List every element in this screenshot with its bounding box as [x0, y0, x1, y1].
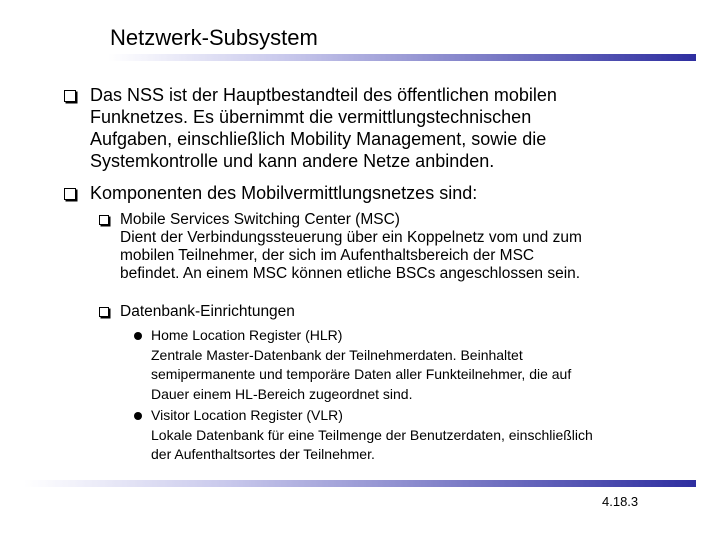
sub-sub-bullet-line: der Aufenthaltsortes der Teilnehmer.: [151, 446, 375, 462]
sub-sub-bullet-vlr: [151, 406, 681, 465]
hollow-square-bullet-icon: [99, 215, 109, 225]
sub-bullet-line: Dient der Verbindungssteuerung über ein Koppelnetz vom und zum: [120, 229, 582, 246]
sub-sub-bullet-line: Lokale Datenbank für eine Teilmenge der Benutzerdaten, einschließlich: [151, 426, 593, 443]
hollow-square-bullet-icon: [99, 307, 109, 317]
bullet-line: Systemkontrolle und kann andere Netze anbinden.: [90, 151, 495, 171]
bullet-nss-description: [90, 84, 690, 172]
hollow-square-bullet-icon: [64, 90, 76, 102]
slide-title: Netzwerk-Subsystem: [110, 25, 318, 50]
sub-sub-bullet-hlr: [151, 326, 681, 404]
sub-sub-bullet-line: Dauer einem HL-Bereich zugeordnet sind.: [151, 385, 413, 402]
round-bullet-icon: [134, 332, 142, 340]
sub-bullet-line: mobilen Teilnehmer, der sich im Aufenthaltsbereich der MSC: [120, 247, 535, 264]
sub-sub-bullet-line: Zentrale Master-Datenbank der Teilnehmerdaten. Beinhaltet: [151, 346, 523, 363]
sub-bullet-line: befindet. An einem MSC können etliche BSCs angeschlossen sein.: [120, 265, 581, 282]
page-number: 4.18.3: [602, 494, 639, 509]
title-underline: [108, 54, 696, 61]
sub-bullet-line: Datenbank-Einrichtungen: [120, 303, 295, 320]
bullet-line: Funknetzes. Es übernimmt die vermittlungstechnischen: [90, 107, 532, 127]
sub-sub-bullet-line: semipermanente und temporäre Daten aller Funkteilnehmer, die auf: [151, 366, 572, 382]
sub-sub-bullet-line: Visitor Location Register (VLR): [151, 407, 343, 423]
bullet-line: Komponenten des Mobilvermittlungsnetzes sind:: [90, 183, 478, 203]
sub-bullet-databases: [120, 303, 680, 321]
bullet-components: [90, 182, 690, 204]
bullet-line: Aufgaben, einschließlich Mobility Management, sowie die: [90, 129, 547, 149]
bullet-line: Das NSS ist der Hauptbestandteil des öffentlichen mobilen: [90, 85, 557, 105]
sub-bullet-line: Mobile Services Switching Center (MSC): [120, 211, 400, 228]
sub-bullet-msc: [120, 211, 680, 283]
hollow-square-bullet-icon: [64, 188, 76, 200]
footer-rule: [24, 480, 696, 487]
round-bullet-icon: [134, 412, 142, 420]
sub-sub-bullet-line: Home Location Register (HLR): [151, 327, 343, 343]
